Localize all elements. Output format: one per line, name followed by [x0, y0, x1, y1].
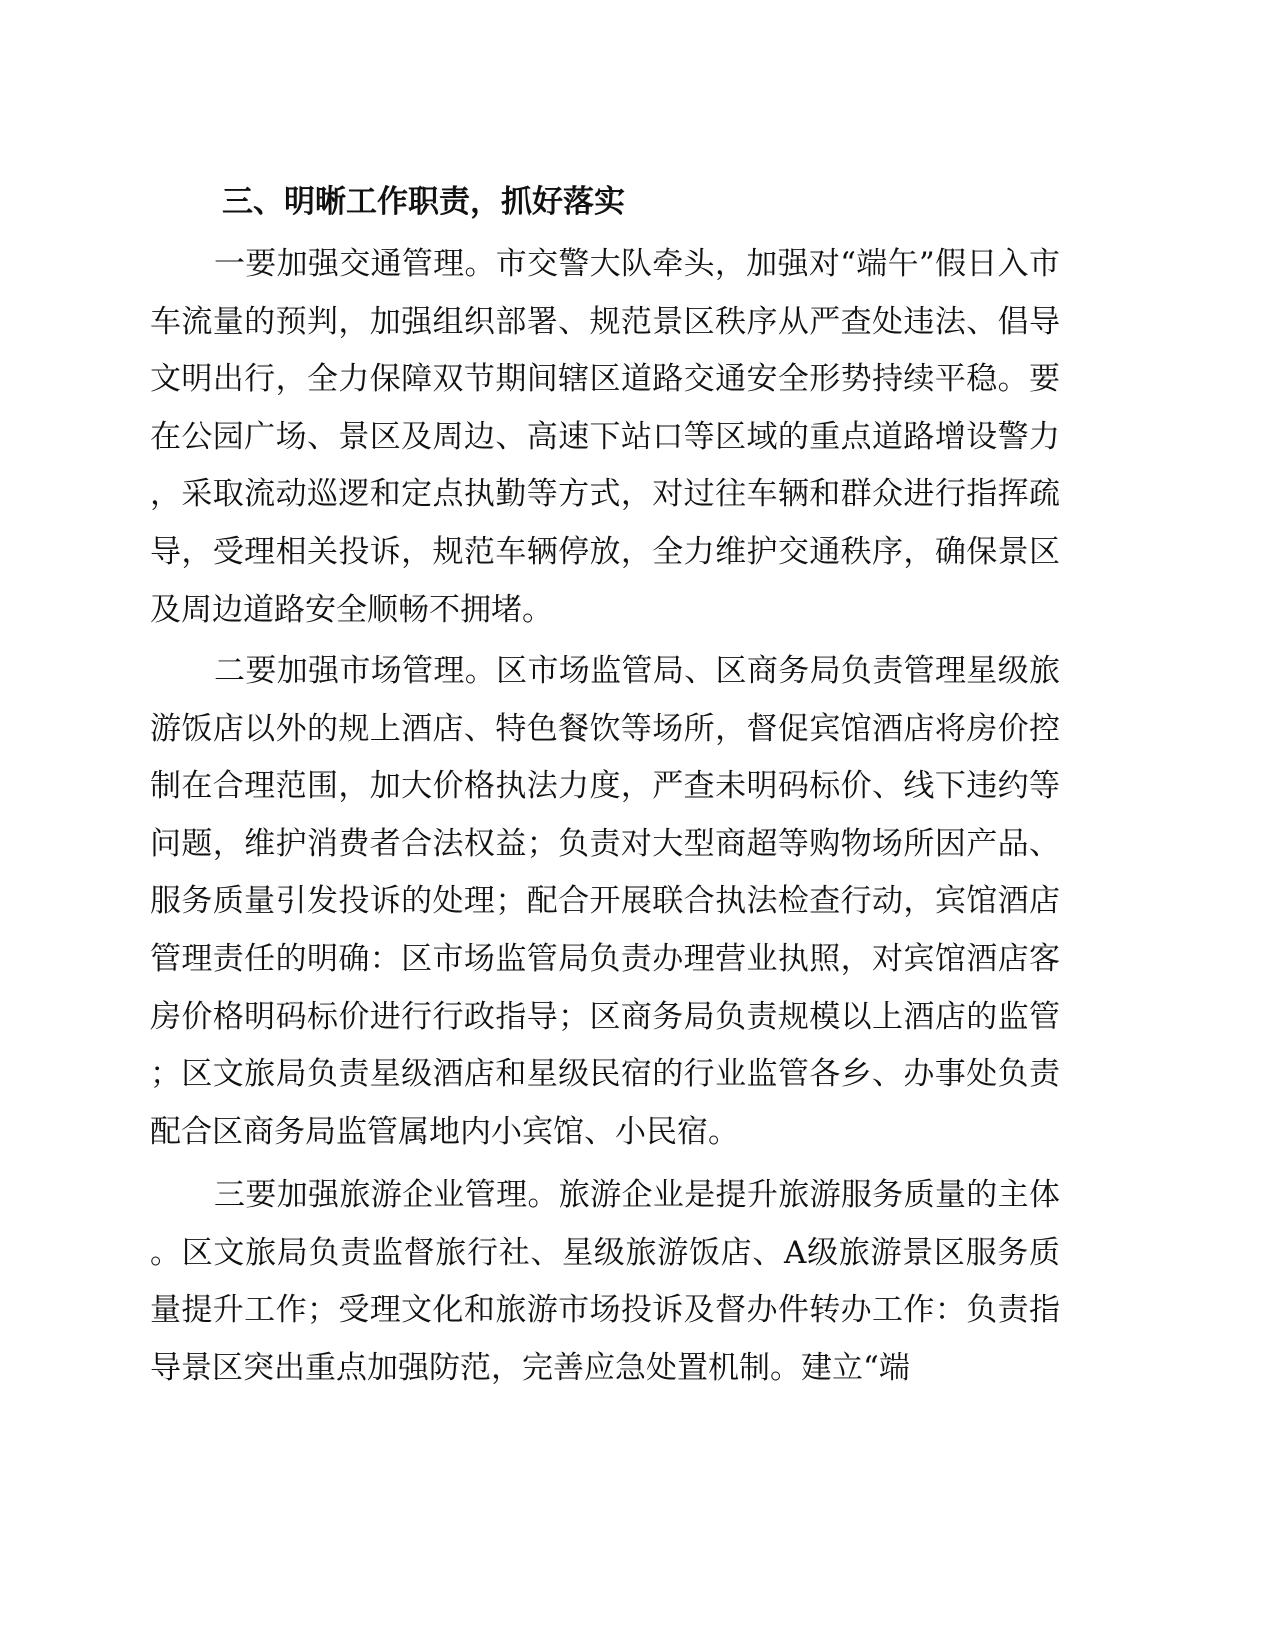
paragraph-tourism-enterprise-management: 三要加强旅游企业管理。旅游企业是提升旅游服务质量的主体。区文旅局负责监督旅行社、星级旅游饭店、A级旅游景区服务质量提升工作；受理文化和旅游市场投诉及督办件转办工作：负责指导景区突出重点加强防范，完善应急处置机制。建立“端 [150, 1177, 1060, 1386]
section-heading: 三、明晰工作职责，抓好落实 [222, 184, 625, 220]
paragraph-traffic-management: 一要加强交通管理。市交警大队牵头，加强对“端午”假日入市车流量的预判，加强组织部署、规范景区秩序从严查处违法、倡导文明出行，全力保障双节期间辖区道路交通安全形势持续平稳。要在公园广场、景区及周边、高速下站口等区域的重点道路增设警力，采取流动巡逻和定点执勤等方式，对过往车辆和群众进行指挥疏导，受理相关投诉，规范车辆停放，全力维护交通秩序，确保景区及周边道路安全顺畅不拥堵。 [150, 246, 1060, 628]
document-page [150, 0, 1060, 1650]
paragraph-market-management: 二要加强市场管理。区市场监管局、区商务局负责管理星级旅游饭店以外的规上酒店、特色餐饮等场所，督促宾馆酒店将房价控制在合理范围，加大价格执法力度，严查未明码标价、线下违约等问题，维护消费者合法权益；负责对大型商超等购物场所因产品、服务质量引发投诉的处理；配合开展联合执法检查行动，宾馆酒店管理责任的明确：区市场监管局负责办理营业执照，对宾馆酒店客房价格明码标价进行行政指导；区商务局负责规模以上酒店的监管；区文旅局负责星级酒店和星级民宿的行业监管各乡、办事处负责配合区商务局监管属地内小宾馆、小民宿。 [150, 653, 1060, 1150]
